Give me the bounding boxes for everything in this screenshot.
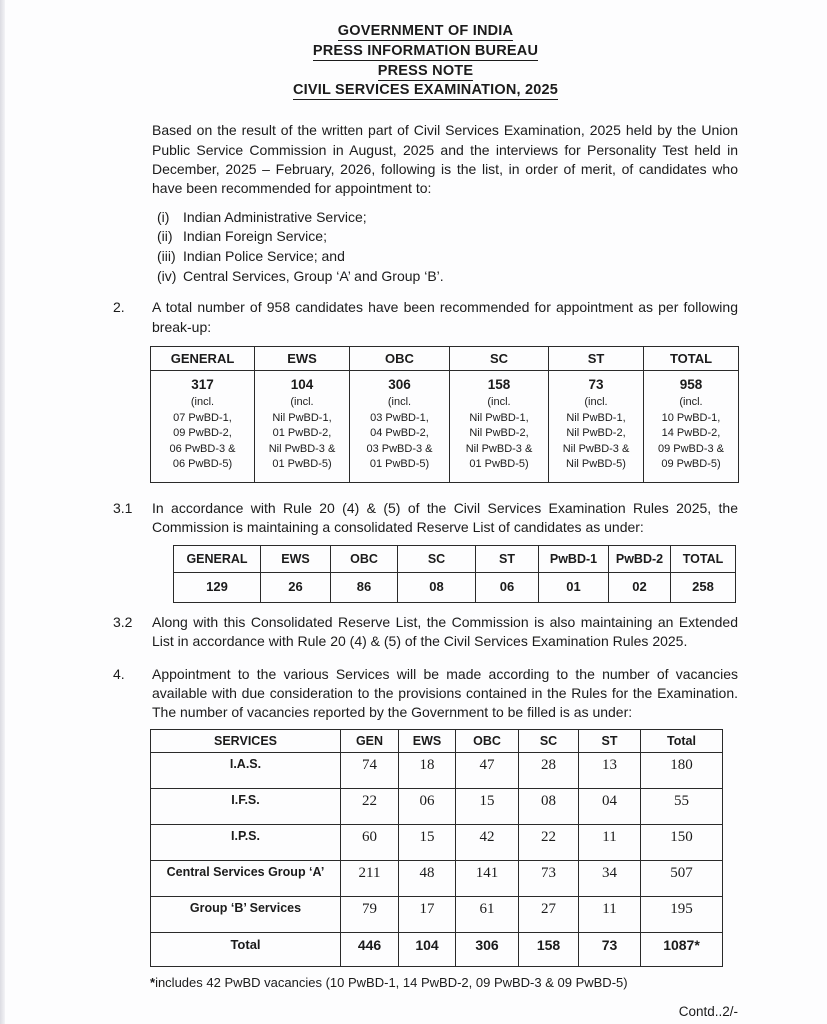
breakup-cell-obc bbox=[350, 371, 450, 483]
breakup-cell-ews bbox=[255, 371, 350, 483]
list-item-number: (iv) bbox=[157, 267, 177, 284]
pwbd-detail: 09 PwBD-3 & bbox=[657, 442, 725, 455]
vacancy-obc: 306 bbox=[456, 932, 519, 966]
pwbd-detail: (incl. bbox=[679, 396, 703, 408]
vacancy-header-obc: OBC bbox=[456, 729, 519, 752]
vacancy-header-total: Total bbox=[641, 729, 723, 752]
pwbd-detail: (incl. bbox=[190, 396, 215, 408]
footnote-text: includes 42 PwBD vacancies (10 PwBD-1, 14 PwBD-2, 09 PwBD-3 & 09 PwBD-5) bbox=[155, 974, 628, 990]
reserve-value-obc: 86 bbox=[331, 572, 398, 602]
vacancy-total: 180 bbox=[641, 752, 723, 788]
service-name: I.F.S. bbox=[151, 788, 341, 824]
vacancy-obc: 61 bbox=[456, 896, 519, 932]
breakup-header-ews: EWS bbox=[255, 347, 350, 371]
pwbd-detail: Nil PwBD-5) bbox=[566, 458, 626, 471]
pwbd-detail: 01 PwBD-5) bbox=[272, 458, 332, 471]
reserve-header-general: GENERAL bbox=[174, 545, 261, 572]
vacancy-header-ews: EWS bbox=[399, 729, 456, 752]
paragraph-text: In accordance with Rule 20 (4) & (5) of the Civil Services Examination Rules 2025, the Commission is maintaining a consolidated Reserve List of candidates as under: bbox=[152, 499, 738, 536]
vacancy-ews: 48 bbox=[399, 860, 456, 896]
pwbd-detail: 06 PwBD-5) bbox=[172, 458, 233, 471]
list-item-number: (ii) bbox=[157, 228, 173, 245]
paragraph-2 bbox=[113, 298, 738, 337]
breakup-cell-st bbox=[549, 371, 644, 483]
vacancy-gen: 211 bbox=[341, 860, 399, 896]
pwbd-detail: Nil PwBD-1, bbox=[272, 411, 332, 424]
category-count: 306 bbox=[388, 377, 411, 392]
reserve-header-st: ST bbox=[476, 545, 539, 572]
vacancy-ews: 104 bbox=[399, 932, 456, 966]
pwbd-detail: Nil PwBD-1, bbox=[469, 411, 529, 424]
service-name: Group ‘B’ Services bbox=[151, 896, 341, 932]
list-item-number: (iii) bbox=[157, 248, 176, 264]
vacancy-st: 34 bbox=[579, 860, 641, 896]
header-line bbox=[113, 42, 738, 62]
vacancy-st: 04 bbox=[579, 788, 641, 824]
table-row-central-services-a bbox=[151, 860, 723, 896]
breakup-cell-sc bbox=[450, 371, 549, 483]
pwbd-detail: Nil PwBD-3 & bbox=[465, 442, 533, 455]
category-count: 958 bbox=[679, 377, 703, 392]
service-name: I.P.S. bbox=[151, 824, 341, 860]
list-item bbox=[157, 267, 738, 287]
reserve-header-pwbd2: PwBD-2 bbox=[609, 545, 671, 572]
pwbd-detail: 09 PwBD-5) bbox=[661, 458, 721, 471]
pwbd-detail: (incl. bbox=[487, 396, 511, 408]
pwbd-detail: (incl. bbox=[387, 396, 412, 408]
document-header bbox=[113, 22, 738, 101]
pwbd-footnote bbox=[150, 975, 738, 990]
vacancy-sc: 27 bbox=[519, 896, 579, 932]
footnote-asterisk: * bbox=[150, 974, 156, 990]
vacancy-total: 195 bbox=[641, 896, 723, 932]
vacancy-ews: 15 bbox=[399, 824, 456, 860]
press-note-title: PRESS NOTE bbox=[377, 62, 474, 79]
vacancy-total: 150 bbox=[641, 824, 723, 860]
pwbd-detail: 03 PwBD-3 & bbox=[366, 442, 433, 455]
reserve-value-st: 06 bbox=[476, 572, 539, 602]
pwbd-detail: 01 PwBD-5) bbox=[369, 458, 430, 471]
table-row bbox=[174, 572, 736, 602]
service-name: I.A.S. bbox=[151, 752, 341, 788]
pwbd-detail: 07 PwBD-1, bbox=[173, 411, 232, 424]
reserve-list-table bbox=[173, 545, 736, 603]
vacancy-header-st: ST bbox=[579, 729, 641, 752]
pwbd-detail: Nil PwBD-3 & bbox=[268, 442, 336, 455]
vacancy-header-services: SERVICES bbox=[151, 729, 341, 752]
breakup-header-obc: OBC bbox=[350, 347, 450, 371]
list-item-text: Indian Police Service; and bbox=[183, 248, 345, 264]
table-header-row bbox=[151, 729, 723, 752]
list-item-text: Indian Administrative Service; bbox=[183, 208, 367, 225]
reserve-header-pwbd1: PwBD-1 bbox=[539, 545, 609, 572]
continued-page-marker: Contd..2/- bbox=[678, 1003, 738, 1019]
reserve-value-pwbd1: 01 bbox=[539, 572, 609, 602]
breakup-header-total: TOTAL bbox=[644, 347, 739, 371]
govt-of-india-title: GOVERNMENT OF INDIA bbox=[337, 23, 514, 39]
vacancy-obc: 141 bbox=[456, 860, 519, 896]
vacancy-st: 13 bbox=[579, 752, 641, 788]
pwbd-detail: 06 PwBD-3 & bbox=[169, 442, 236, 455]
header-line bbox=[113, 81, 738, 101]
press-information-bureau-title: PRESS INFORMATION BUREAU bbox=[312, 42, 539, 59]
pwbd-detail: Nil PwBD-2, bbox=[469, 427, 529, 440]
paragraph-3-1 bbox=[113, 499, 738, 538]
reserve-value-total: 258 bbox=[671, 572, 736, 602]
vacancy-st: 73 bbox=[579, 932, 641, 966]
pwbd-detail: Nil PwBD-3 & bbox=[562, 442, 630, 455]
list-item bbox=[157, 208, 738, 228]
pwbd-detail: (incl. bbox=[290, 396, 314, 408]
reserve-value-ews: 26 bbox=[261, 572, 331, 602]
vacancy-sc: 28 bbox=[519, 752, 579, 788]
vacancy-ews: 06 bbox=[399, 788, 456, 824]
vacancy-header-sc: SC bbox=[519, 729, 579, 752]
header-line bbox=[113, 62, 738, 82]
vacancy-sc: 22 bbox=[519, 824, 579, 860]
vacancy-gen: 22 bbox=[341, 788, 399, 824]
vacancy-total: 55 bbox=[641, 788, 723, 824]
vacancy-st: 11 bbox=[579, 824, 641, 860]
category-count: 73 bbox=[588, 377, 604, 392]
list-item bbox=[157, 227, 738, 247]
scan-edge-shadow bbox=[0, 0, 5, 1024]
table-row-ias bbox=[151, 752, 723, 788]
pwbd-detail: 03 PwBD-1, bbox=[370, 411, 429, 424]
pwbd-detail: (incl. bbox=[584, 396, 608, 408]
table-row-group-b bbox=[151, 896, 723, 932]
vacancy-obc: 15 bbox=[456, 788, 519, 824]
table-row bbox=[151, 371, 739, 483]
paragraph-number: 4. bbox=[113, 665, 125, 682]
vacancy-total: 1087* bbox=[641, 932, 723, 966]
intro-paragraph: Based on the result of the written part of Civil Services Examination, 2025 held by the Union Public Service Commission in August, 2025 and the interviews for Personality Test held in December, 2025 – February, 2026, following is the list, in order of merit, of candidates who have been recommended for appointment to: bbox=[152, 122, 738, 197]
breakup-cell-total bbox=[644, 371, 739, 483]
list-item-text: Central Services, Group ‘A’ and Group ‘B’. bbox=[183, 267, 444, 284]
breakup-table bbox=[150, 346, 739, 483]
vacancy-gen: 79 bbox=[341, 896, 399, 932]
vacancy-sc: 73 bbox=[519, 860, 579, 896]
vacancy-table bbox=[150, 729, 723, 967]
reserve-header-obc: OBC bbox=[331, 545, 398, 572]
category-count: 317 bbox=[191, 377, 214, 392]
reserve-header-sc: SC bbox=[398, 545, 476, 572]
category-count: 158 bbox=[487, 377, 511, 392]
paragraph-3-2 bbox=[113, 613, 738, 652]
service-name: Central Services Group ‘A’ bbox=[151, 860, 341, 896]
pwbd-detail: 01 PwBD-5) bbox=[469, 458, 529, 471]
vacancy-obc: 42 bbox=[456, 824, 519, 860]
category-count: 104 bbox=[290, 377, 314, 392]
list-item-text: Indian Foreign Service; bbox=[183, 228, 327, 245]
table-header-row bbox=[174, 545, 736, 572]
vacancy-ews: 18 bbox=[399, 752, 456, 788]
reserve-value-pwbd2: 02 bbox=[609, 572, 671, 602]
vacancy-ews: 17 bbox=[399, 896, 456, 932]
pwbd-detail: Nil PwBD-1, bbox=[566, 411, 626, 424]
reserve-value-general: 129 bbox=[174, 572, 261, 602]
services-list bbox=[157, 208, 738, 286]
table-row-ifs bbox=[151, 788, 723, 824]
paragraph-number: 2. bbox=[113, 299, 125, 316]
breakup-header-general: GENERAL bbox=[151, 347, 255, 371]
vacancy-gen: 446 bbox=[341, 932, 399, 966]
vacancy-gen: 60 bbox=[341, 824, 399, 860]
breakup-cell-general bbox=[151, 371, 255, 483]
table-row-ips bbox=[151, 824, 723, 860]
pwbd-detail: 14 PwBD-2, bbox=[661, 427, 721, 440]
breakup-header-st: ST bbox=[549, 347, 644, 371]
paragraph-4 bbox=[113, 665, 738, 723]
list-item-number: (i) bbox=[157, 208, 170, 225]
pwbd-detail: 10 PwBD-1, bbox=[661, 411, 721, 424]
pwbd-detail: 04 PwBD-2, bbox=[370, 427, 429, 440]
service-name: Total bbox=[151, 932, 341, 966]
paragraph-number: 3.1 bbox=[113, 499, 133, 516]
paragraph-text: Appointment to the various Services will be made according to the number of vacancies available with due consideration to the provisions contained in the Rules for the Examination. The number of vacancies reported by the Government to be filled is as under: bbox=[152, 665, 738, 721]
reserve-value-sc: 08 bbox=[398, 572, 476, 602]
vacancy-total: 507 bbox=[641, 860, 723, 896]
paragraph-text: A total number of 958 candidates have been recommended for appointment as per following break-up: bbox=[152, 299, 738, 335]
vacancy-gen: 74 bbox=[341, 752, 399, 788]
pwbd-detail: 01 PwBD-2, bbox=[272, 427, 332, 440]
reserve-header-ews: EWS bbox=[261, 545, 331, 572]
vacancy-sc: 08 bbox=[519, 788, 579, 824]
table-header-row bbox=[151, 347, 739, 371]
header-line bbox=[113, 22, 738, 42]
vacancy-obc: 47 bbox=[456, 752, 519, 788]
reserve-header-total: TOTAL bbox=[671, 545, 736, 572]
vacancy-sc: 158 bbox=[519, 932, 579, 966]
pwbd-detail: 09 PwBD-2, bbox=[173, 427, 232, 440]
list-item bbox=[157, 247, 738, 267]
table-row-total bbox=[151, 932, 723, 966]
breakup-header-sc: SC bbox=[450, 347, 549, 371]
vacancy-st: 11 bbox=[579, 896, 641, 932]
paragraph-text: Along with this Consolidated Reserve List, the Commission is also maintaining an Extended List in accordance with Rule 20 (4) & (5) of the Civil Services Examination Rules 2025. bbox=[152, 613, 738, 650]
paragraph-number: 3.2 bbox=[113, 613, 133, 630]
vacancy-header-gen: GEN bbox=[341, 729, 399, 752]
pwbd-detail: Nil PwBD-2, bbox=[566, 427, 626, 440]
exam-title: CIVIL SERVICES EXAMINATION, 2025 bbox=[292, 82, 559, 99]
